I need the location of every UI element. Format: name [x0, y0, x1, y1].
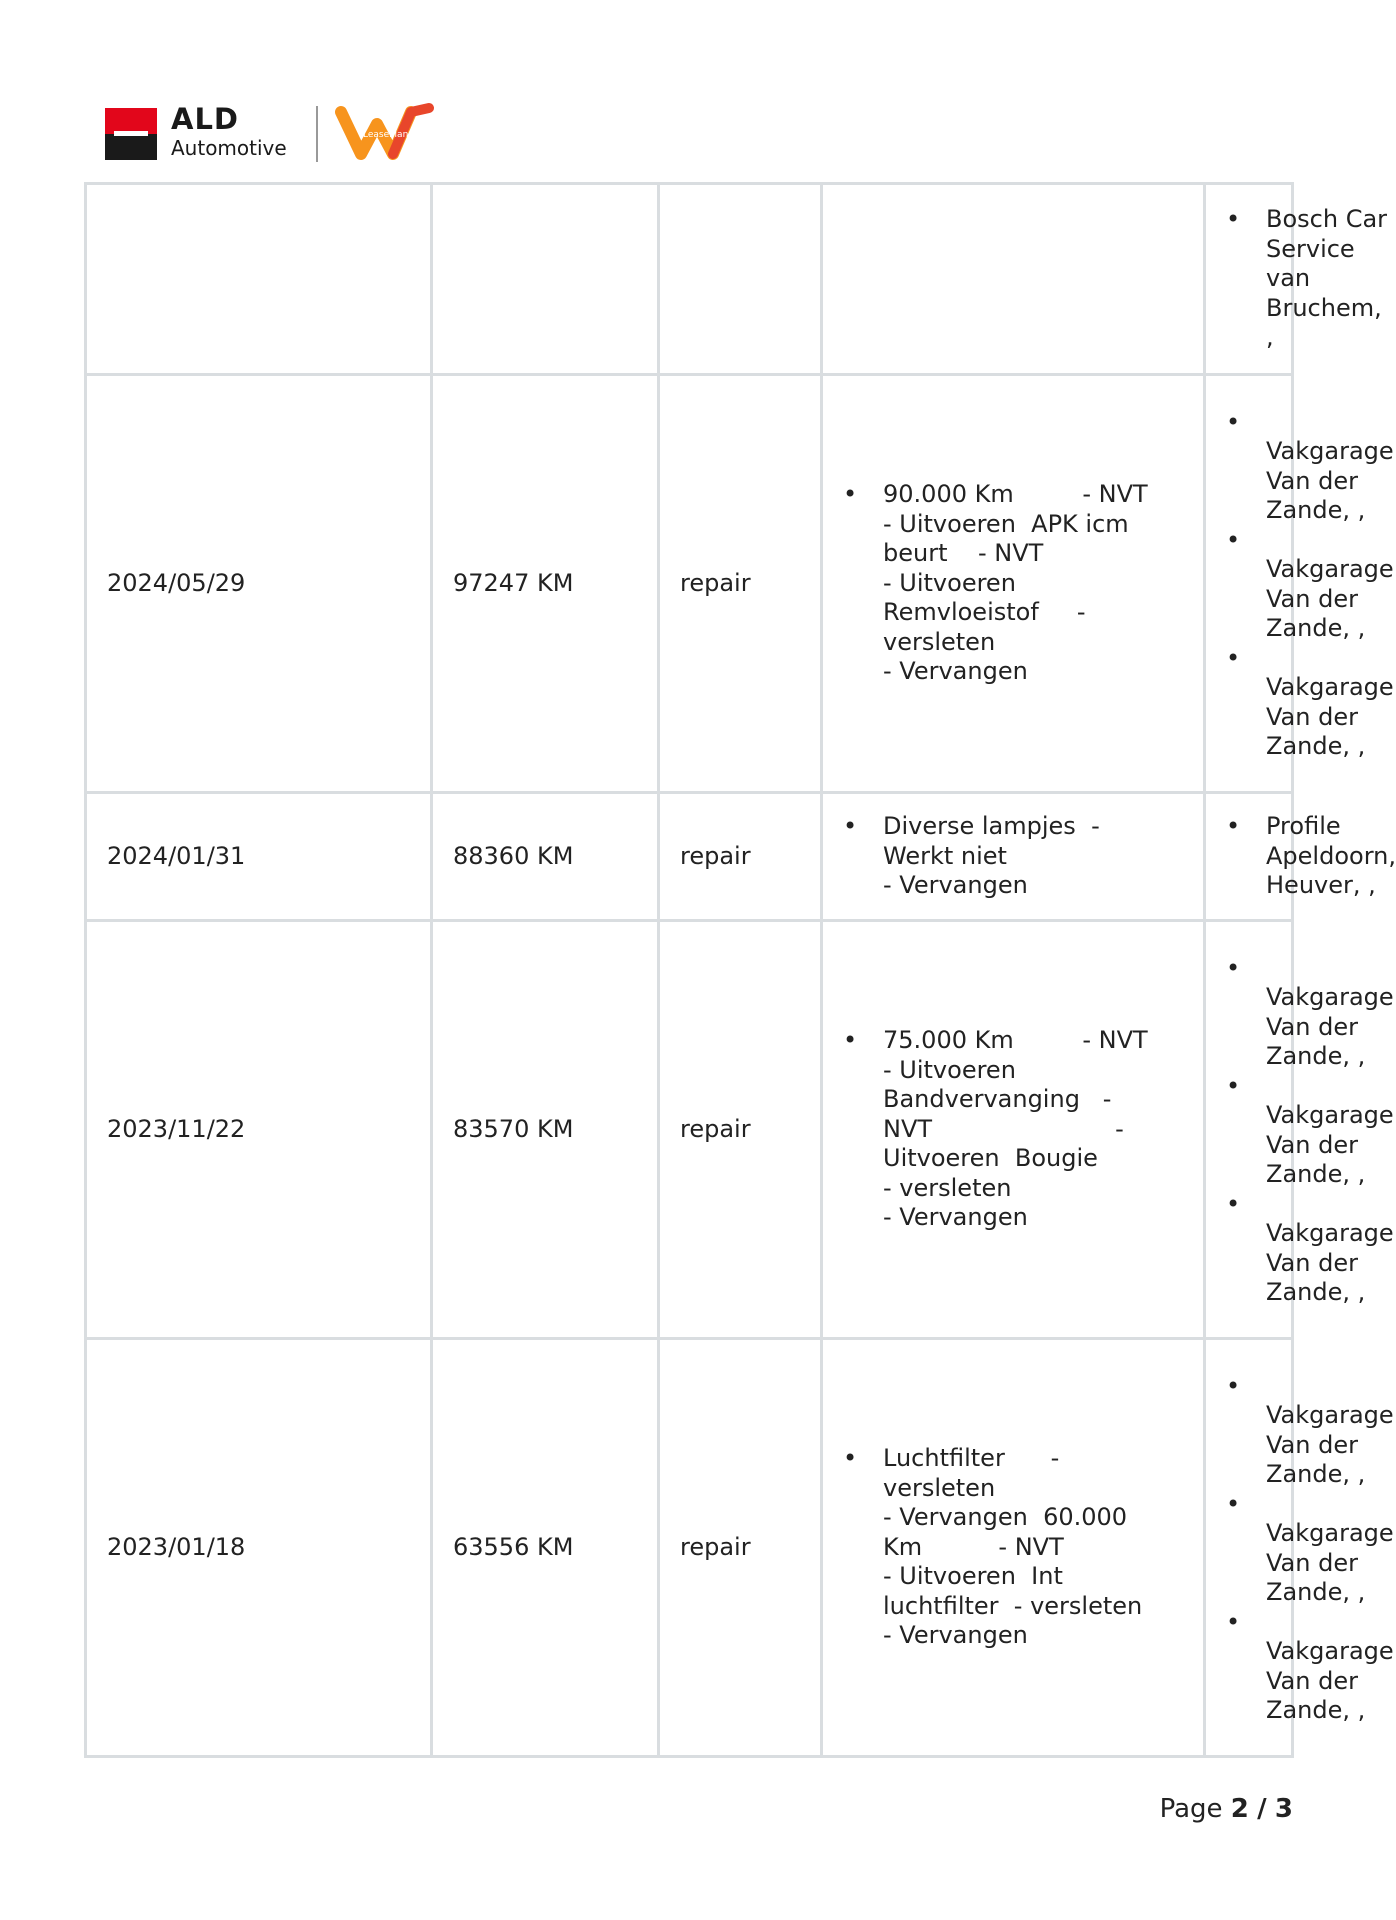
mileage-cell: 97247 KM	[432, 375, 659, 793]
logo-divider	[316, 106, 318, 162]
table-row	[86, 921, 1293, 1339]
garage-line: Zande, ,	[1266, 496, 1366, 524]
work-line: • Luchtfilter -	[883, 1444, 1060, 1473]
table-row	[86, 375, 1293, 793]
bullet-icon: •	[1226, 407, 1241, 436]
type-cell: repair	[659, 1339, 822, 1757]
garage-line: Zande, ,	[1266, 1042, 1366, 1070]
garage-line: Apeldoorn,	[1266, 841, 1396, 870]
work-line: Uitvoeren Bougie	[883, 1144, 1098, 1173]
work-line: - Uitvoeren APK icm	[883, 509, 1129, 538]
garage-list-item	[1226, 1189, 1394, 1308]
garage-line: Vakgarage	[1266, 1519, 1394, 1547]
garage-line: Zande, ,	[1266, 1278, 1366, 1306]
work-list-item	[843, 812, 1195, 901]
work-line: • 90.000 Km - NVT	[883, 480, 1148, 509]
garage-line: Van der	[1266, 1248, 1358, 1277]
garage-line	[1266, 1072, 1283, 1102]
garage-line: Service	[1266, 234, 1355, 263]
garage-list-item	[1226, 407, 1394, 526]
garage-line: Van der	[1266, 1430, 1358, 1459]
bullet-icon: •	[1226, 643, 1241, 672]
maintenance-table	[84, 182, 1396, 1758]
page-separator: /	[1257, 1794, 1267, 1824]
page-indicator	[1160, 1794, 1293, 1824]
table-row	[86, 793, 1293, 921]
bullet-icon: •	[1226, 1371, 1241, 1400]
work-line: luchtfilter - versleten	[883, 1591, 1143, 1620]
table-row	[86, 1339, 1293, 1757]
mileage-cell: 88360 KM	[432, 793, 659, 921]
work-cell	[822, 184, 1205, 375]
garage-line	[1266, 1190, 1283, 1220]
garage-line	[1266, 408, 1283, 438]
work-list-item	[843, 1026, 1195, 1233]
garage-list-item	[1226, 812, 1396, 901]
garage-line: Vakgarage	[1266, 437, 1394, 465]
garage-line: Vakgarage	[1266, 1101, 1394, 1129]
garage-line: Van der	[1266, 466, 1358, 495]
mileage-cell: 83570 KM	[432, 921, 659, 1339]
garage-list-item	[1226, 643, 1394, 762]
garage-list-item	[1226, 1607, 1394, 1726]
garage-line: Vakgarage	[1266, 983, 1394, 1011]
bullet-icon: •	[1226, 1489, 1241, 1518]
work-line: Km - NVT	[883, 1532, 1064, 1561]
ald-brand: ALD	[171, 102, 239, 136]
garage-line	[1266, 1372, 1283, 1402]
work-list-item	[843, 1444, 1195, 1651]
bullet-icon: •	[1226, 1071, 1241, 1100]
mileage-cell	[432, 184, 659, 375]
garage-line: Vakgarage	[1266, 673, 1394, 701]
work-list-item	[843, 480, 1195, 687]
work-cell	[822, 1339, 1205, 1757]
mileage-cell: 63556 KM	[432, 1339, 659, 1757]
bullet-icon: •	[1226, 953, 1241, 982]
garage-line: van	[1266, 264, 1311, 293]
garage-line: Van der	[1266, 1548, 1358, 1577]
garage-line: Bruchem,	[1266, 293, 1382, 322]
work-line: Bandvervanging -	[883, 1085, 1112, 1114]
type-cell: repair	[659, 921, 822, 1339]
garage-line: Vakgarage	[1266, 1219, 1394, 1247]
work-line: • Diverse lampjes -	[883, 812, 1100, 841]
page-current: 2	[1230, 1794, 1249, 1824]
work-line: versleten	[883, 1473, 996, 1502]
garage-line: Zande, ,	[1266, 1460, 1366, 1488]
garage-line: Zande, ,	[1266, 614, 1366, 642]
garage-line: Van der	[1266, 702, 1358, 731]
date-cell	[86, 184, 432, 375]
work-line: - Vervangen	[883, 871, 1028, 900]
bullet-icon: •	[1226, 1607, 1241, 1636]
garage-list-item	[1226, 205, 1388, 353]
leaseplan-label: LeasePlan	[363, 130, 409, 140]
page-label: Page	[1159, 1794, 1223, 1824]
garage-line	[1266, 526, 1283, 556]
garage-line: Vakgarage	[1266, 555, 1394, 583]
work-cell	[822, 921, 1205, 1339]
garage-line: ,	[1266, 323, 1274, 352]
garage-line: Bosch Car	[1266, 205, 1388, 234]
work-line: - Vervangen	[883, 1621, 1028, 1650]
garage-list-item	[1226, 1371, 1394, 1490]
bullet-icon: •	[1226, 1189, 1241, 1218]
garage-line	[1266, 954, 1283, 984]
type-cell: repair	[659, 793, 822, 921]
garage-cell	[1205, 1339, 1394, 1757]
date-cell: 2024/05/29	[86, 375, 432, 793]
garage-line: Zande, ,	[1266, 1160, 1366, 1188]
garage-line: Zande, ,	[1266, 1578, 1366, 1606]
type-cell	[659, 184, 822, 375]
work-line: - versleten	[883, 1173, 1012, 1202]
ald-subtitle: Automotive	[171, 136, 287, 160]
garage-list-item	[1226, 525, 1394, 644]
garage-line: Vakgarage	[1266, 1401, 1394, 1429]
work-line: beurt - NVT	[883, 539, 1044, 568]
work-line: - Uitvoeren	[883, 568, 1016, 597]
work-line: - Vervangen	[883, 657, 1028, 686]
garage-cell	[1205, 184, 1388, 375]
work-line: versleten	[883, 627, 996, 656]
leaseplan-logo-icon	[337, 102, 437, 162]
garage-line: Zande, ,	[1266, 1696, 1366, 1724]
date-cell: 2023/11/22	[86, 921, 432, 1339]
garage-list-item	[1226, 1071, 1394, 1190]
garage-line: Van der	[1266, 1012, 1358, 1041]
garage-line	[1266, 1608, 1283, 1638]
work-cell	[822, 375, 1205, 793]
garage-line: Profile	[1266, 812, 1341, 841]
garage-cell	[1205, 375, 1394, 793]
date-cell: 2024/01/31	[86, 793, 432, 921]
work-line: - Vervangen	[883, 1203, 1028, 1232]
work-line: - Uitvoeren Int	[883, 1562, 1063, 1591]
date-cell: 2023/01/18	[86, 1339, 432, 1757]
garage-cell	[1205, 793, 1396, 921]
garage-line	[1266, 644, 1283, 674]
work-line: Remvloeistof -	[883, 598, 1086, 627]
page-total: 3	[1274, 1794, 1293, 1824]
bullet-icon: •	[1226, 525, 1241, 554]
garage-line: Van der	[1266, 1130, 1358, 1159]
garage-line	[1266, 1490, 1283, 1520]
garage-line: Van der	[1266, 584, 1358, 613]
garage-list-item	[1226, 953, 1394, 1072]
garage-line: Heuver, ,	[1266, 871, 1376, 900]
garage-line: Zande, ,	[1266, 732, 1366, 760]
bullet-icon: •	[1226, 812, 1241, 841]
garage-line: Vakgarage	[1266, 1637, 1394, 1665]
ald-logo-icon	[105, 108, 157, 160]
garage-cell	[1205, 921, 1394, 1339]
work-cell	[822, 793, 1205, 921]
work-line: - Vervangen 60.000	[883, 1503, 1128, 1532]
work-line: Werkt niet	[883, 841, 1007, 870]
work-line: • 75.000 Km - NVT	[883, 1026, 1148, 1055]
garage-list-item	[1226, 1489, 1394, 1608]
bullet-icon: •	[1226, 205, 1241, 234]
table-row	[86, 184, 1293, 375]
garage-line: Van der	[1266, 1666, 1358, 1695]
work-line: NVT -	[883, 1114, 1124, 1143]
type-cell: repair	[659, 375, 822, 793]
work-line: - Uitvoeren	[883, 1055, 1016, 1084]
